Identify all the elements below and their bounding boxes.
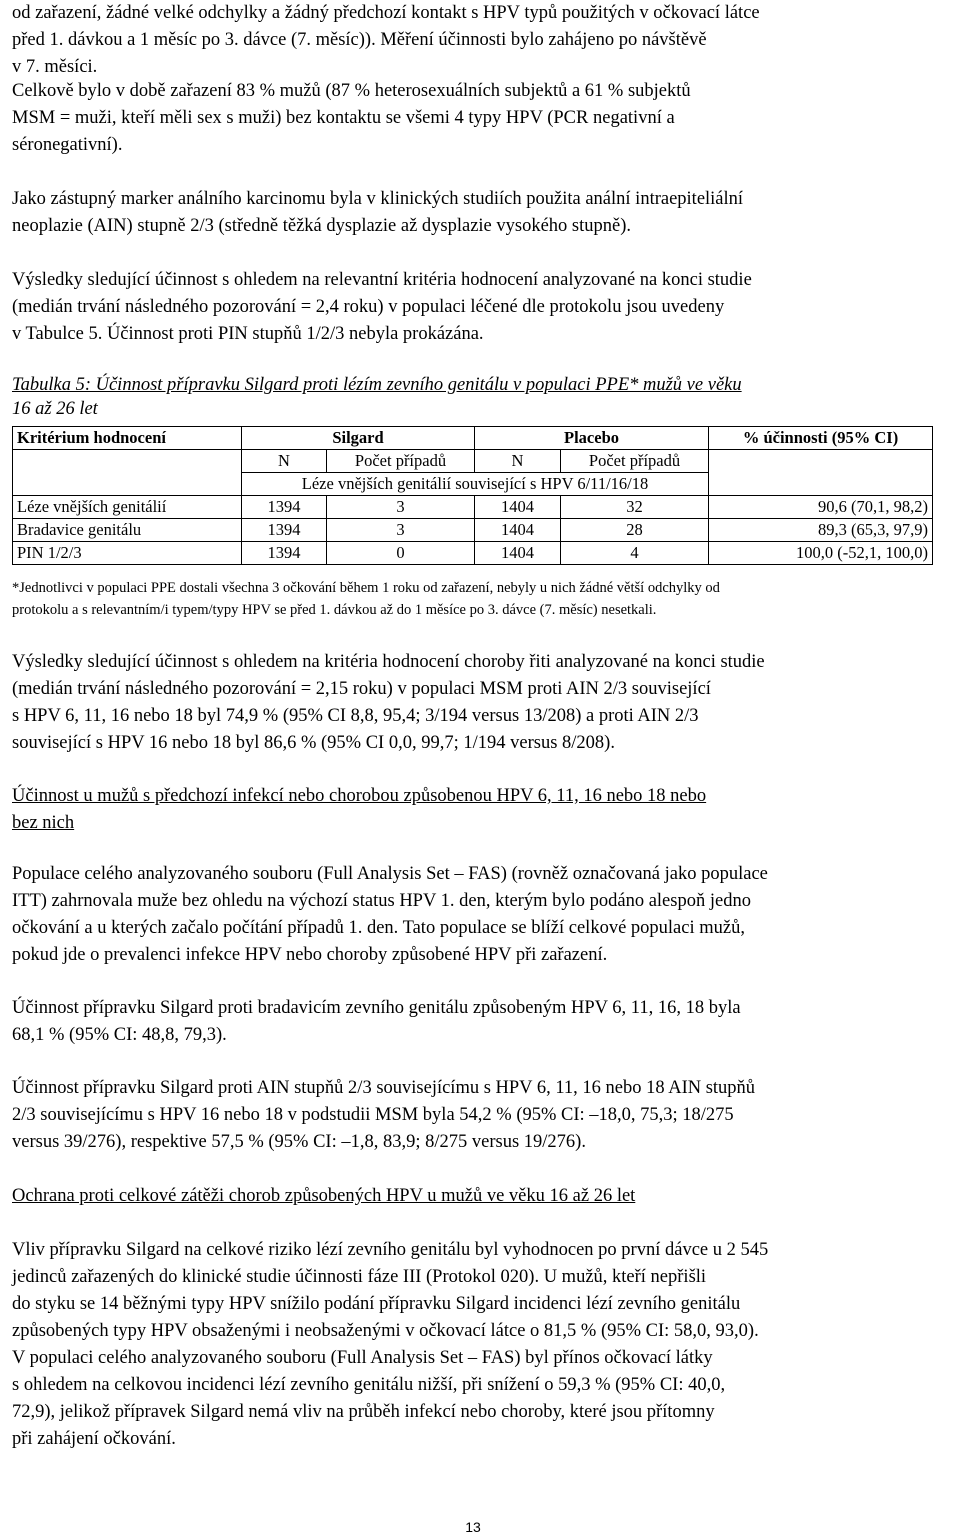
paragraph-populace: Populace celého analyzovaného souboru (Full Analysis Set ‒ FAS) (rovněž označovaná jako populace ITT) zahrnovala muže bez ohledu na výchozí status HPV 1. den, kterým bylo podáno alespoň jedno očkování a u kterých začalo počítání případů 1. den. Tato populace se blíží celkové populaci mužů, pokud jde o prevalenci infekce HPV nebo choroby způsobené HPV při zařazení. [12, 864, 768, 965]
table-section-row [13, 473, 933, 496]
header-placebo: Placebo [475, 427, 709, 450]
paragraph-vysledky-1: Výsledky sledující účinnost s ohledem na relevantní kritéria hodnocení analyzované na konci studie (medián trvání následného pozorování = 2,4 roku) v populaci léčené dle protokolu jsou uvedeny v Tabulce 5. Účinnost proti PIN stupňů 1/2/3 nebyla prokázána. [12, 270, 752, 344]
heading-ucinnost: Účinnost u mužů s předchozí infekcí nebo chorobou způsobenou HPV 6, 11, 16 nebo 18 nebo bez nich [12, 786, 707, 833]
header-ucinnost: % účinnosti (95% CI) [709, 427, 933, 450]
header-silgard: Silgard [242, 427, 475, 450]
table-header-row [13, 427, 933, 450]
table-row: Léze vnějších genitálií 1394 3 1404 32 90,6 (70,1, 98,2) [13, 496, 933, 519]
header-kriterium: Kritérium hodnocení [13, 427, 242, 450]
paragraph-vliv: Vliv přípravku Silgard na celkové riziko lézí zevního genitálu byl vyhodnocen po první dávce u 2 545 jedinců zařazených do klinické studie účinnosti fáze III (Protokol 020). U mužů, kteří nepřišli do styku se 14 běžnými typy HPV snížilo podání přípravku Silgard incidenci lézí zevního genitálu způsobených typy HPV obsaženými i neobsaženými v očkovací látce o 81,5 % (95% CI: 58,0, 93,0). V populaci celého analyzovaného souboru (Full Analysis Set ‒ FAS) byl přínos očkovací látky s ohledem na celkovou incidenci lézí zevního genitálu nižší, při snížení o 59,3 % (95% CI: 40,0, 72,9), jelikož přípravek Silgard nemá vliv na průběh infekcí nebo choroby, které jsou přítomny při zahájení očkování. [12, 1240, 769, 1449]
heading-ochrana: Ochrana proti celkové zátěži chorob způsobených HPV u mužů ve věku 16 až 26 let [12, 1186, 636, 1206]
paragraph-top: od zařazení, žádné velké odchylky a žádný předchozí kontakt s HPV typů použitých v očkovací látce před 1. dávkou a 1 měsíc po 3. dávce (7. měsíc)). Měření účinnosti bylo zahájeno po návštěvě v 7. měsíci. [12, 3, 760, 77]
efficacy-table [12, 426, 933, 565]
table-caption: Tabulka 5: Účinnost přípravku Silgard proti lézím zevního genitálu v populaci PPE* mužů ve věku 16 až 26 let [12, 375, 742, 419]
subheader-n-placebo: N [475, 450, 561, 473]
paragraph-vysledky-2: Výsledky sledující účinnost s ohledem na kritéria hodnocení choroby řiti analyzované na konci studie (medián trvání následného pozorování = 2,15 roku) v populaci MSM proti AIN 2/3 související s HPV 6, 11, 16 nebo 18 byl 74,9 % (95% CI 8,8, 95,4; 3/194 versus 13/208) a proti AIN 2/3 související s HPV 16 nebo 18 byl 86,6 % (95% CI 0,0, 99,7; 1/194 versus 8/208). [12, 652, 765, 753]
paragraph-jako: Jako zástupný marker análního karcinomu byla v klinických studiích použita anální intraepiteliální neoplazie (AIN) stupně 2/3 (středně těžká dysplazie až dysplazie vysokého stupně). [12, 189, 744, 236]
table-footnote: *Jednotlivci v populaci PPE dostali všechna 3 očkování během 1 roku od zařazení, nebyly u nich žádné větší odchylky od protokolu a s relevantním/i typem/typy HPV se před 1. dávkou až do 1 měsíce po 3. dávce (7. měsíc) nesetkali. [12, 580, 720, 618]
paragraph-ain: Účinnost přípravku Silgard proti AIN stupňů 2/3 souvisejícímu s HPV 6, 11, 16 nebo 18 AIN stupňů 2/3 souvisejícímu s HPV 16 nebo 18 v podstudii MSM byla 54,2 % (95% CI: ‒18,0, 75,3; 18/275 versus 39/276), respektive 57,5 % (95% CI: ‒1,8, 83,9; 8/275 versus 19/276). [12, 1078, 756, 1152]
paragraph-bradavice: Účinnost přípravku Silgard proti bradavicím zevního genitálu způsobeným HPV 6, 11, 16, 18 byla 68,1 % (95% CI: 48,8, 79,3). [12, 998, 741, 1045]
table-subheader-row [13, 450, 933, 473]
section-label: Léze vnějších genitálií související s HPV 6/11/16/18 [242, 473, 709, 496]
table-row: PIN 1/2/3 1394 0 1404 4 100,0 (-52,1, 100,0) [13, 542, 933, 565]
page-number: 13 [465, 1519, 481, 1535]
table-row: Bradavice genitálu 1394 3 1404 28 89,3 (65,3, 97,9) [13, 519, 933, 542]
subheader-cases-placebo: Počet případů [561, 450, 709, 473]
subheader-n-silgard: N [242, 450, 327, 473]
subheader-cases-silgard: Počet případů [327, 450, 475, 473]
paragraph-celkove: Celkově bylo v době zařazení 83 % mužů (87 % heterosexuálních subjektů a 61 % subjektů MSM = muži, kteří měli sex s muži) bez kontaktu se všemi 4 typy HPV (PCR negativní a séronegativní). [12, 81, 691, 155]
